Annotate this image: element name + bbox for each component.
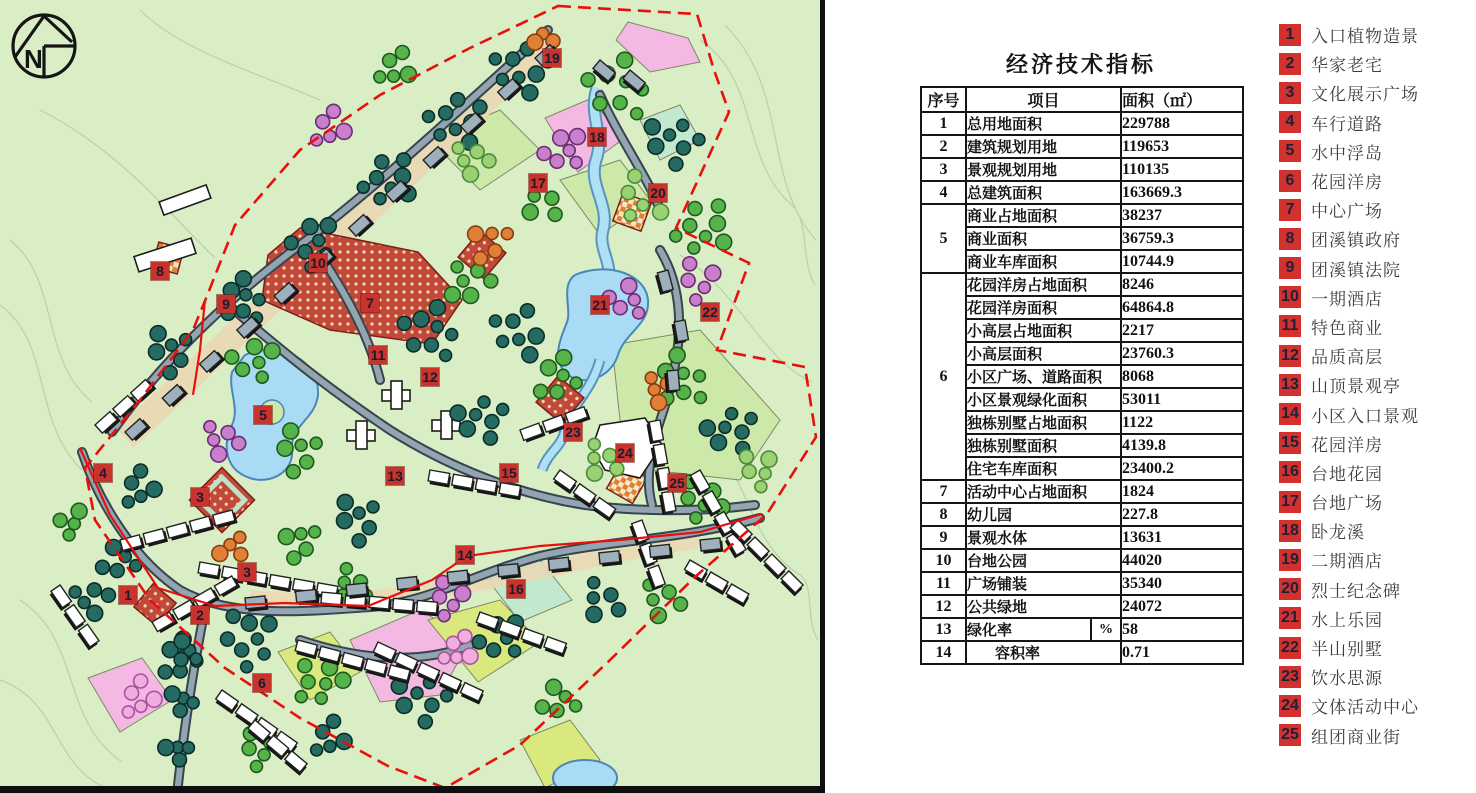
row-item-label: 建筑规划用地 <box>966 135 1121 158</box>
table-row <box>921 135 1243 158</box>
legend-label: 二期酒店 <box>1311 552 1383 572</box>
row-value: 1122 <box>1121 411 1243 434</box>
table-row <box>921 158 1243 181</box>
legend-number-badge: 10 <box>1279 286 1301 308</box>
map-marker: 7 <box>361 294 379 312</box>
row-value: 53011 <box>1121 388 1243 411</box>
table-row <box>921 503 1243 526</box>
legend-item <box>1279 458 1419 487</box>
row-value: 4139.8 <box>1121 434 1243 457</box>
row-value: 110135 <box>1121 158 1243 181</box>
legend-number-badge: 25 <box>1279 724 1301 746</box>
legend-label: 小区入口景观 <box>1311 406 1419 426</box>
map-marker: 23 <box>565 424 581 440</box>
row-number: 1 <box>921 112 966 135</box>
map-marker: 2 <box>191 606 209 624</box>
legend-item <box>1279 691 1419 720</box>
legend-item <box>1279 516 1419 545</box>
row-value: 35340 <box>1121 572 1243 595</box>
legend-number-badge: 13 <box>1279 374 1301 396</box>
row-item-label: 商业面积 <box>966 227 1121 250</box>
legend-item <box>1279 604 1419 633</box>
row-item-label: 小区景观绿化面积 <box>966 388 1121 411</box>
table-title: 经济技术指标 <box>1005 52 1156 77</box>
legend-label: 团溪镇政府 <box>1311 231 1401 251</box>
row-item-label: 独栋别墅面积 <box>966 434 1121 457</box>
legend-label: 品质高层 <box>1311 348 1383 368</box>
legend-label: 半山别墅 <box>1311 640 1383 660</box>
legend-list <box>1279 20 1419 750</box>
legend-item <box>1279 195 1419 224</box>
legend-label: 文化展示广场 <box>1311 85 1419 105</box>
row-value: 24072 <box>1121 595 1243 618</box>
legend-number-badge: 16 <box>1279 461 1301 483</box>
row-number: 3 <box>921 158 966 181</box>
legend-item <box>1279 399 1419 428</box>
row-item-label: 商业占地面积 <box>966 204 1121 227</box>
map-marker: 3 <box>238 563 256 581</box>
row-value: 58 <box>1121 618 1243 641</box>
row-value: 119653 <box>1121 135 1243 158</box>
row-item-label: 台地公园 <box>966 549 1121 572</box>
row-item-label: 绿化率 <box>966 618 1091 641</box>
legend-number-badge: 17 <box>1279 491 1301 513</box>
header-no: 序号 <box>921 87 966 112</box>
map-marker: 3 <box>191 488 209 506</box>
table-row <box>921 526 1243 549</box>
legend-item <box>1279 370 1419 399</box>
legend-number-badge: 4 <box>1279 111 1301 133</box>
legend-item <box>1279 78 1419 107</box>
legend-label: 台地花园 <box>1311 464 1383 484</box>
legend-label: 一期酒店 <box>1311 289 1383 309</box>
bottom-bar <box>0 786 843 793</box>
row-value: 1824 <box>1121 480 1243 503</box>
legend-number-badge: 11 <box>1279 315 1301 337</box>
row-value: 36759.3 <box>1121 227 1243 250</box>
row-item-label: 独栋别墅占地面积 <box>966 411 1121 434</box>
table-row <box>921 572 1243 595</box>
row-value: 229788 <box>1121 112 1243 135</box>
row-value: 10744.9 <box>1121 250 1243 273</box>
row-item-label: 景观规划用地 <box>966 158 1121 181</box>
legend-label: 文体活动中心 <box>1311 698 1419 718</box>
row-value: 8068 <box>1121 365 1243 388</box>
legend-label: 卧龙溪 <box>1311 523 1365 543</box>
legend-item <box>1279 49 1419 78</box>
map-marker: 1 <box>119 586 137 604</box>
row-item-label: 花园洋房面积 <box>966 296 1121 319</box>
row-value: 8246 <box>1121 273 1243 296</box>
map-marker: 13 <box>387 468 403 484</box>
legend-item <box>1279 312 1419 341</box>
row-number: 14 <box>921 641 966 664</box>
row-item-label: 容积率 <box>966 641 1121 664</box>
row-number: 5 <box>921 204 966 273</box>
row-item-label: 公共绿地 <box>966 595 1121 618</box>
map-marker: 12 <box>422 369 438 385</box>
map-marker: 20 <box>650 185 666 201</box>
row-item-label: 商业车库面积 <box>966 250 1121 273</box>
legend-number-badge: 20 <box>1279 578 1301 600</box>
legend-number-badge: 8 <box>1279 228 1301 250</box>
table-row <box>921 411 1243 434</box>
row-item-label: 花园洋房占地面积 <box>966 273 1121 296</box>
row-item-label: 总用地面积 <box>966 112 1121 135</box>
row-item-label: 小区广场、道路面积 <box>966 365 1121 388</box>
indicators-table <box>920 86 1244 665</box>
row-item-label: 活动中心占地面积 <box>966 480 1121 503</box>
row-value: 38237 <box>1121 204 1243 227</box>
legend-number-badge: 7 <box>1279 199 1301 221</box>
legend-number-badge: 2 <box>1279 53 1301 75</box>
row-value: 227.8 <box>1121 503 1243 526</box>
table-row <box>921 434 1243 457</box>
row-value: 163669.3 <box>1121 181 1243 204</box>
legend-number-badge: 15 <box>1279 432 1301 454</box>
row-number: 7 <box>921 480 966 503</box>
row-number: 12 <box>921 595 966 618</box>
map-marker: 16 <box>508 581 524 597</box>
legend-item <box>1279 545 1419 574</box>
legend-item <box>1279 137 1419 166</box>
table-row <box>921 641 1243 664</box>
legend-label: 特色商业 <box>1311 318 1383 338</box>
map-marker: 11 <box>370 347 386 363</box>
legend-number-badge: 22 <box>1279 637 1301 659</box>
legend-number-badge: 19 <box>1279 549 1301 571</box>
legend-number-badge: 24 <box>1279 695 1301 717</box>
legend-number-badge: 18 <box>1279 520 1301 542</box>
row-item-label: 广场铺装 <box>966 572 1121 595</box>
legend-item <box>1279 487 1419 516</box>
legend-label: 水上乐园 <box>1311 610 1383 630</box>
row-number: 11 <box>921 572 966 595</box>
legend-label: 山顶景观亭 <box>1311 377 1401 397</box>
legend-item <box>1279 662 1419 691</box>
table-row <box>921 112 1243 135</box>
legend-item <box>1279 20 1419 49</box>
legend-number-badge: 3 <box>1279 82 1301 104</box>
table-row <box>921 549 1243 572</box>
table-row <box>921 296 1243 319</box>
map-marker: 21 <box>592 297 608 313</box>
legend-item <box>1279 633 1419 662</box>
table-row <box>921 319 1243 342</box>
legend-label: 入口植物造景 <box>1311 27 1419 47</box>
row-number: 4 <box>921 181 966 204</box>
header-area: 面积（㎡） <box>1121 87 1243 112</box>
legend-label: 饮水思源 <box>1311 669 1383 689</box>
legend-item <box>1279 108 1419 137</box>
row-value: 2217 <box>1121 319 1243 342</box>
legend-label: 水中浮岛 <box>1311 143 1383 163</box>
row-item-label: 小高层面积 <box>966 342 1121 365</box>
legend-number-badge: 12 <box>1279 345 1301 367</box>
legend-label: 华家老宅 <box>1311 56 1383 76</box>
map-marker: 15 <box>501 465 517 481</box>
map-marker: 5 <box>254 406 272 424</box>
map-marker: 22 <box>702 304 718 320</box>
legend-label: 花园洋房 <box>1311 435 1383 455</box>
legend-number-badge: 6 <box>1279 170 1301 192</box>
row-item-label: 小高层占地面积 <box>966 319 1121 342</box>
map-marker: 17 <box>530 175 546 191</box>
row-value: 23760.3 <box>1121 342 1243 365</box>
map-marker: 6 <box>253 674 271 692</box>
svg-text:N: N <box>24 44 43 74</box>
table-row <box>921 595 1243 618</box>
indicators-table-body <box>921 112 1243 664</box>
table-header-row <box>921 87 1243 112</box>
table-row <box>921 342 1243 365</box>
map-marker: 9 <box>217 295 235 313</box>
table-row <box>921 181 1243 204</box>
row-item-label: 总建筑面积 <box>966 181 1121 204</box>
legend-label: 车行道路 <box>1311 114 1383 134</box>
legend-number-badge: 5 <box>1279 140 1301 162</box>
row-number: 8 <box>921 503 966 526</box>
row-value: 64864.8 <box>1121 296 1243 319</box>
legend-label: 花园洋房 <box>1311 173 1383 193</box>
row-number: 10 <box>921 549 966 572</box>
legend-number-badge: 23 <box>1279 666 1301 688</box>
legend-item <box>1279 254 1419 283</box>
legend-label: 台地广场 <box>1311 494 1383 514</box>
legend-item <box>1279 166 1419 195</box>
legend-label: 组团商业街 <box>1311 727 1401 747</box>
legend-number-badge: 1 <box>1279 24 1301 46</box>
legend-item <box>1279 721 1419 750</box>
map-marker: 4 <box>94 464 112 482</box>
row-value: 23400.2 <box>1121 457 1243 480</box>
map-marker: 14 <box>457 547 473 563</box>
table-row <box>921 388 1243 411</box>
row-value: 44020 <box>1121 549 1243 572</box>
table-row <box>921 273 1243 296</box>
legend-item <box>1279 429 1419 458</box>
row-number: 9 <box>921 526 966 549</box>
map-marker: 18 <box>589 129 605 145</box>
table-row <box>921 227 1243 250</box>
row-number: 2 <box>921 135 966 158</box>
table-row <box>921 480 1243 503</box>
legend-item <box>1279 575 1419 604</box>
row-item-label: 景观水体 <box>966 526 1121 549</box>
map-marker: 10 <box>310 255 326 271</box>
indicators-panel <box>825 0 1476 793</box>
row-item-label: 住宅车库面积 <box>966 457 1121 480</box>
row-value: 0.71 <box>1121 641 1243 664</box>
map-marker: 25 <box>669 475 685 491</box>
row-unit: % <box>1091 618 1121 641</box>
table-row <box>921 204 1243 227</box>
legend-label: 团溪镇法院 <box>1311 260 1401 280</box>
legend-label: 烈士纪念碑 <box>1311 581 1401 601</box>
legend-item <box>1279 341 1419 370</box>
map-marker: 19 <box>544 50 560 66</box>
map-marker: 8 <box>151 262 169 280</box>
legend-number-badge: 14 <box>1279 403 1301 425</box>
table-row <box>921 457 1243 480</box>
legend-number-badge: 9 <box>1279 257 1301 279</box>
row-number: 13 <box>921 618 966 641</box>
row-value: 13631 <box>1121 526 1243 549</box>
legend-label: 中心广场 <box>1311 202 1383 222</box>
legend-item <box>1279 283 1419 312</box>
legend-item <box>1279 224 1419 253</box>
legend-number-badge: 21 <box>1279 607 1301 629</box>
row-number: 6 <box>921 273 966 480</box>
table-row <box>921 250 1243 273</box>
map-marker: 24 <box>617 445 633 461</box>
header-item: 项目 <box>966 87 1121 112</box>
table-row <box>921 618 1243 641</box>
row-item-label: 幼儿园 <box>966 503 1121 526</box>
table-row <box>921 365 1243 388</box>
